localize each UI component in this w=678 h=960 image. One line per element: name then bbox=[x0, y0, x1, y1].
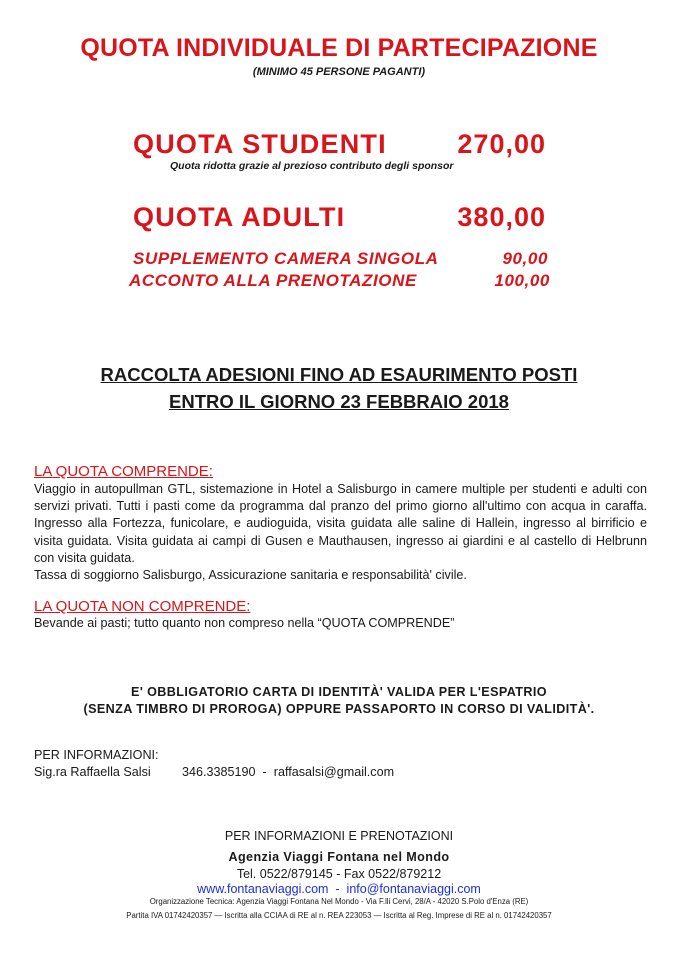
includes-heading: LA QUOTA COMPRENDE: bbox=[34, 463, 213, 480]
single-room-supplement-label: SUPPLEMENTO CAMERA SINGOLA bbox=[133, 249, 439, 268]
agency-web-line bbox=[0, 882, 678, 896]
students-price-value: 270,00 bbox=[457, 129, 546, 159]
vat-registration-note: Partita IVA 01742420357 — Iscritta alla CCIAA di RE al n. REA 223053 — Iscritta al Reg. Imprese di RE al n. 01742420357 bbox=[126, 911, 552, 920]
agency-phone-fax: Tel. 0522/879145 - Fax 0522/879212 bbox=[236, 867, 442, 881]
excludes-text: Bevande ai pasti; tutto quanto non compreso nella “QUOTA COMPRENDE” bbox=[34, 616, 455, 630]
deposit-value: 100,00 bbox=[494, 271, 550, 290]
deadline-line-1: RACCOLTA ADESIONI FINO AD ESAURIMENTO POSTI bbox=[100, 364, 578, 385]
includes-paragraph: Viaggio in autopullman GTL, sistemazione in Hotel a Salisburgo in camere multiple per studenti e adulti con servizi privati. Tutti i pasti come da programma dal pranzo del primo giorno all'ultimo con acqua in caraffa. Ingresso alla Fortezza, funicolare, e audioguida, visita guidata alle saline di Hallein, ingresso al birrificio e visita guidata. Visita guidata ai campi di Gusen e Mauthausen, ingresso ai giardini e al castello di Helbrunn con visita guidata. bbox=[34, 482, 647, 565]
excludes-heading: LA QUOTA NON COMPRENDE: bbox=[34, 598, 251, 615]
agency-website-link[interactable]: www.fontanaviaggi.com bbox=[197, 882, 329, 896]
adults-price-label: QUOTA ADULTI bbox=[133, 202, 346, 232]
footer-heading: PER INFORMAZIONI E PRENOTAZIONI bbox=[224, 829, 454, 843]
single-room-supplement-value: 90,00 bbox=[502, 249, 548, 268]
students-price-note: Quota ridotta grazie al prezioso contributo degli sponsor bbox=[170, 160, 454, 172]
agency-email-link[interactable]: info@fontanaviaggi.com bbox=[346, 882, 481, 896]
contact-line bbox=[34, 765, 394, 779]
contact-heading: PER INFORMAZIONI: bbox=[34, 748, 159, 762]
deadline-line-2: ENTRO IL GIORNO 23 FEBBRAIO 2018 bbox=[169, 391, 509, 412]
page-subtitle: (MINIMO 45 PERSONE PAGANTI) bbox=[252, 66, 426, 78]
contact-email[interactable]: raffasalsi@gmail.com bbox=[273, 765, 395, 779]
includes-body bbox=[34, 481, 647, 584]
document-notice-line-1: E' OBBLIGATORIO CARTA DI IDENTITÀ' VALIDA PER L'ESPATRIO bbox=[131, 685, 547, 699]
page-title: QUOTA INDIVIDUALE DI PARTECIPAZIONE bbox=[80, 34, 598, 62]
organization-note: Organizzazione Tecnica: Agenzia Viaggi Fontana Nel Mondo - Via F.lli Cervi, 28/A - 42020 S.Polo d'Enza (RE) bbox=[149, 897, 529, 906]
agency-name: Agenzia Viaggi Fontana nel Mondo bbox=[228, 850, 450, 864]
adults-price-value: 380,00 bbox=[457, 202, 546, 232]
deposit-label: ACCONTO ALLA PRENOTAZIONE bbox=[129, 271, 417, 290]
includes-extra: Tassa di soggiorno Salisburgo, Assicurazione sanitaria e responsabilità' civile. bbox=[34, 568, 467, 583]
agency-web-separator: - bbox=[335, 882, 340, 896]
contact-name: Sig.ra Raffaella Salsi bbox=[34, 765, 151, 779]
students-price-label: QUOTA STUDENTI bbox=[133, 129, 387, 159]
contact-phone: 346.3385190 bbox=[182, 765, 256, 779]
document-notice-line-2: (SENZA TIMBRO DI PROROGA) OPPURE PASSAPORTO IN CORSO DI VALIDITÀ'. bbox=[83, 702, 595, 716]
contact-separator: - bbox=[262, 765, 267, 779]
